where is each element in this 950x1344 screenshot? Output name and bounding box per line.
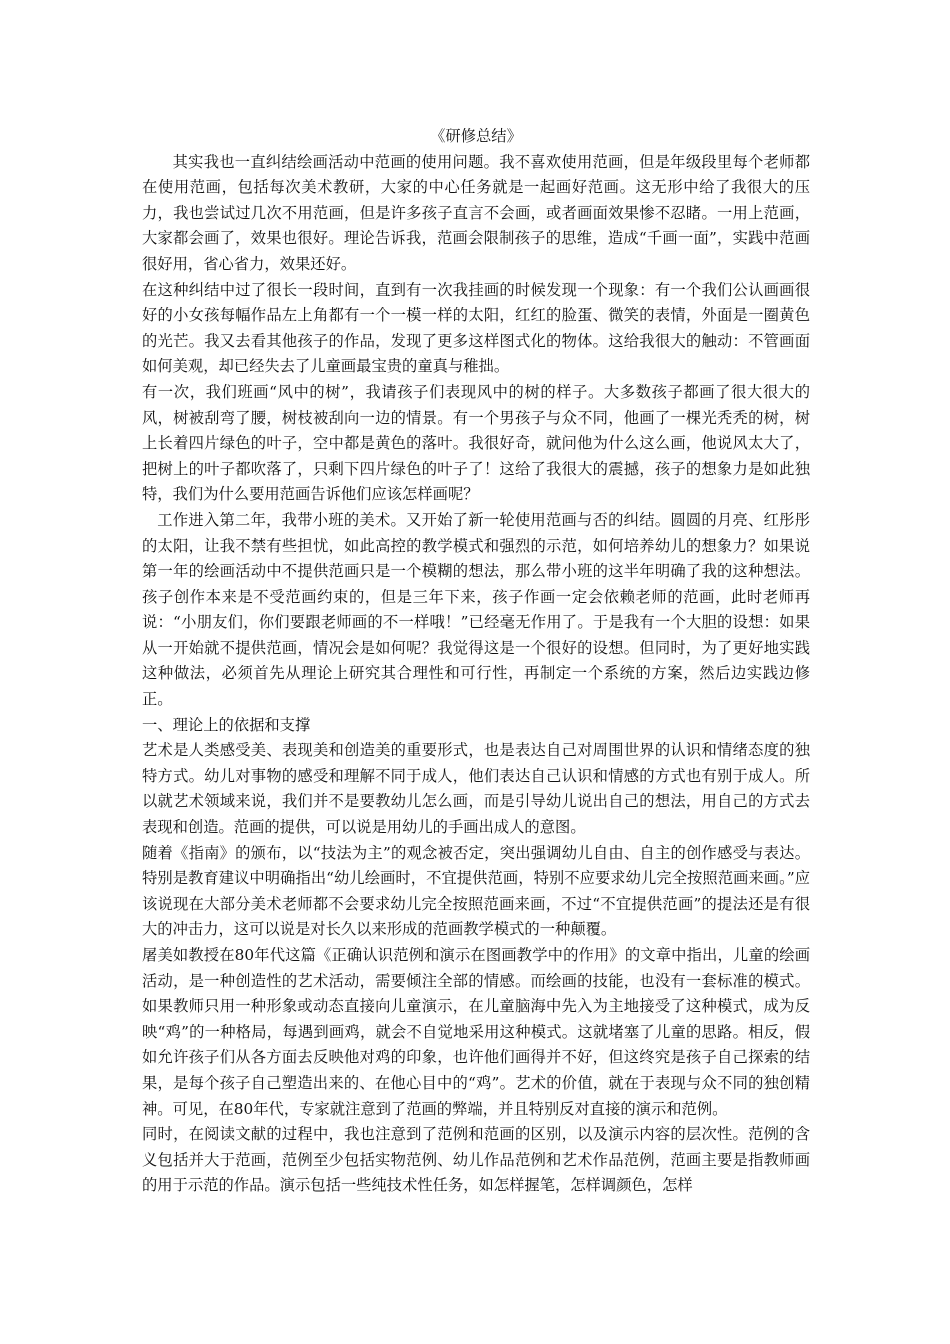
paragraph: 工作进入第二年，我带小班的美术。又开始了新一轮使用范画与否的纠结。圆圆的月亮、红彤彤的太阳，让我不禁有些担忧，如此高控的教学模式和强烈的示范，如何培养幼儿的想象力？如果说第一年的绘画活动中不提供范画只是一个模糊的想法，那么带小班的这半年明确了我的这种想法。孩子创作本来是不受范画约束的，但是三年下来，孩子作画一定会依赖老师的范画，此时老师再说：“小朋友们，你们要跟老师画的不一样哦！”已经毫无作用了。于是我有一个大胆的设想：如果从一开始就不提供范画，情况会是如何呢？我觉得这是一个很好的设想。但同时，为了更好地实践这种做法，必须首先从理论上研究其合理性和可行性，再制定一个系统的方案，然后边实践边修正。: [142, 510, 810, 709]
document-page: [142, 124, 810, 1199]
section-heading: 一、理论上的依据和支撑: [142, 715, 311, 734]
paragraph: 有一次，我们班画“风中的树”，我请孩子们表现风中的树的样子。大多数孩子都画了很大很大的风，树被刮弯了腰，树枝被刮向一边的情景。有一个男孩子与众不同，他画了一棵光秃秃的树，树上长着四片绿色的叶子，空中都是黄色的落叶。我很好奇，就问他为什么这么画，他说风太大了，把树上的叶子都吹落了，只剩下四片绿色的叶子了！这给了我很大的震撼，孩子的想象力是如此独特，我们为什么要用范画告诉他们应该怎样画呢？: [142, 382, 810, 504]
paragraph: 同时，在阅读文献的过程中，我也注意到了范例和范画的区别，以及演示内容的层次性。范例的含义包括并大于范画，范例至少包括实物范例、幼儿作品范例和艺术作品范例，范画主要是指教师画的用于示范的作品。演示包括一些纯技术性任务，如怎样握笔，怎样调颜色，怎样: [142, 1125, 810, 1195]
paragraph: 随着《指南》的颁布，以“技法为主”的观念被否定，突出强调幼儿自由、自主的创作感受与表达。特别是教育建议中明确指出“幼儿绘画时，不宜提供范画，特别不应要求幼儿完全按照范画来画。”应该说现在大部分美术老师都不会要求幼儿完全按照范画来画，不过“不宜提供范画”的提法还是有很大的冲击力，这可以说是对长久以来形成的范画教学模式的一种颠覆。: [142, 843, 810, 939]
paragraph: 其实我也一直纠结绘画活动中范画的使用问题。我不喜欢使用范画，但是年级段里每个老师都在使用范画，包括每次美术教研，大家的中心任务就是一起画好范画。这无形中给了我很大的压力，我也尝试过几次不用范画，但是许多孩子直言不会画，或者画面效果惨不忍睹。一用上范画，大家都会画了，效果也很好。理论告诉我，范画会限制孩子的思维，造成“千画一面”，实践中范画很好用，省心省力，效果还好。: [142, 152, 810, 273]
paragraph: 在这种纠结中过了很长一段时间，直到有一次我挂画的时候发现一个现象：有一个我们公认画画很好的小女孩每幅作品左上角都有一个一模一样的太阳，红红的脸蛋、微笑的表情，外面是一圈黄色的光芒。我又去看其他孩子的作品，发现了更多这样图式化的物体。这给我很大的触动：不管画面如何美观，却已经失去了儿童画最宝贵的童真与稚拙。: [142, 280, 810, 376]
paragraph: 屠美如教授在80年代这篇《正确认识范例和演示在图画教学中的作用》的文章中指出，儿童的绘画活动，是一种创造性的艺术活动，需要倾注全部的情感。而绘画的技能，也没有一套标准的模式。如果教师只用一种形象或动态直接向儿童演示，在儿童脑海中先入为主地接受了这种模式，成为反映“鸡”的一种格局，每遇到画鸡，就会不自觉地采用这种模式。这就堵塞了儿童的思路。相反，假如允许孩子们从各方面去反映他对鸡的印象，也许他们画得并不好，但这终究是孩子自己探索的结果，是每个孩子自己塑造出来的、在他心目中的“鸡”。艺术的价值，就在于表现与众不同的独创精神。可见，在80年代，专家就注意到了范画的弊端，并且特别反对直接的演示和范例。: [142, 946, 810, 1118]
document-title: 《研修总结》: [430, 127, 522, 145]
paragraph: 艺术是人类感受美、表现美和创造美的重要形式，也是表达自己对周围世界的认识和情绪态度的独特方式。幼儿对事物的感受和理解不同于成人，他们表达自己认识和情感的方式也有别于成人。所以就艺术领域来说，我们并不是要教幼儿怎么画，而是引导幼儿说出自己的想法，用自己的方式去表现和创造。范画的提供，可以说是用幼儿的手画出成人的意图。: [142, 741, 810, 837]
